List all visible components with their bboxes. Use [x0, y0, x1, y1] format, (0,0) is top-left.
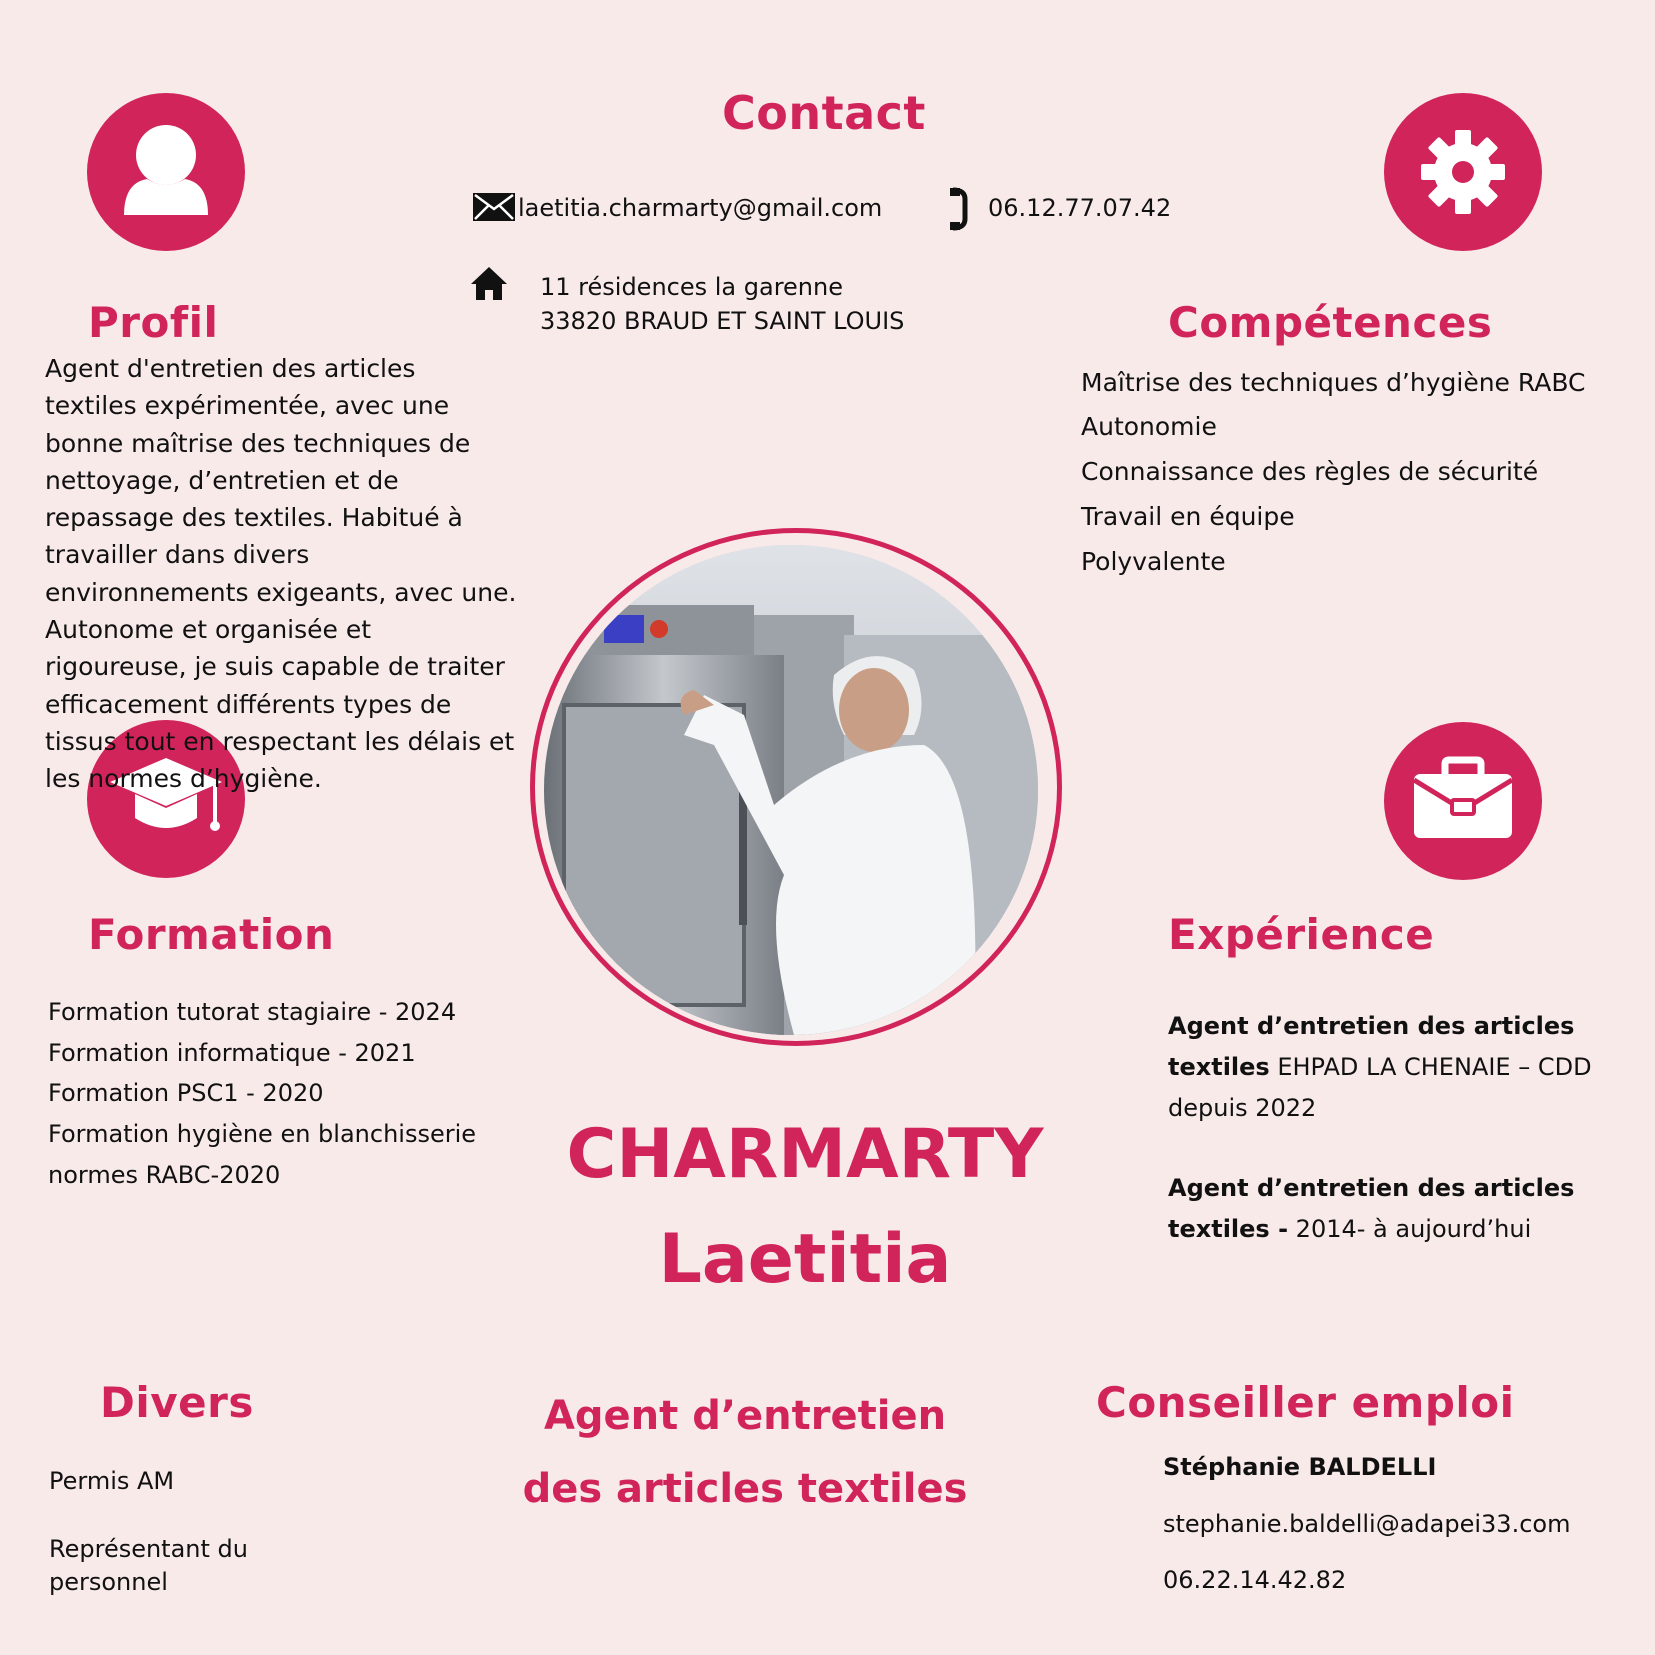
competence-item: Connaissance des règles de sécurité — [1081, 457, 1539, 486]
job2-title: Agent d’entretien des articles — [1168, 1174, 1575, 1202]
job1-detail — [1168, 1053, 1592, 1081]
job2-dates: 2014- à aujourd’hui — [1288, 1215, 1532, 1243]
profil-line: Agent d'entretien des articles — [45, 354, 416, 383]
formation-item: Formation PSC1 - 2020 — [48, 1079, 324, 1107]
conseiller-phone[interactable]: 06.22.14.42.82 — [1163, 1566, 1347, 1594]
contact-heading: Contact — [722, 86, 926, 140]
envelope-icon — [472, 192, 516, 222]
divers-item: Permis AM — [49, 1467, 175, 1495]
divers-heading: Divers — [100, 1378, 254, 1427]
briefcase-icon — [1384, 722, 1542, 880]
profil-line: rigoureuse, je suis capable de traiter — [45, 652, 505, 682]
competences-heading: Compétences — [1168, 298, 1493, 347]
formation-item: Formation hygiène en blanchisserie — [48, 1120, 477, 1148]
job1-title: Agent d’entretien des articles — [1168, 1012, 1575, 1040]
job1-since: depuis 2022 — [1168, 1094, 1317, 1122]
formation-heading: Formation — [88, 910, 335, 959]
formation-item: Formation tutorat stagiaire - 2024 — [48, 998, 457, 1026]
address-line-2: 33820 BRAUD ET SAINT LOUIS — [540, 307, 905, 335]
job2-detail — [1168, 1215, 1531, 1243]
divers-item: Représentant du — [49, 1535, 248, 1563]
profil-heading: Profil — [88, 298, 219, 347]
competence-item: Autonomie — [1081, 412, 1217, 441]
gear-icon — [1384, 93, 1542, 251]
profil-line: repassage des textiles. Habitué à — [45, 503, 463, 533]
home-icon — [470, 265, 508, 301]
profil-line: tissus tout en respectant les délais et — [45, 726, 515, 756]
competence-item: Travail en équipe — [1081, 502, 1295, 531]
job1-employer: EHPAD LA CHENAIE – CDD — [1269, 1053, 1592, 1081]
competence-item: Polyvalente — [1081, 547, 1226, 576]
profil-line: nettoyage, d’entretien et de — [45, 465, 399, 495]
divers-item: personnel — [49, 1568, 168, 1596]
conseiller-heading: Conseiller emploi — [1096, 1378, 1515, 1427]
profil-line: les normes d’hygiène. — [45, 764, 322, 794]
profil-line: bonne maîtrise des techniques de — [45, 428, 471, 458]
contact-email[interactable]: laetitia.charmarty@gmail.com — [518, 194, 883, 222]
last-name: CHARMARTY — [566, 1115, 1044, 1194]
contact-phone[interactable]: 06.12.77.07.42 — [988, 194, 1172, 222]
competence-item: Maîtrise des techniques d’hygiène RABC — [1081, 368, 1586, 397]
job1-title-cont: textiles — [1168, 1053, 1270, 1081]
phone-icon — [949, 187, 971, 231]
profil-line: efficacement différents types de — [45, 689, 452, 719]
formation-item: normes RABC-2020 — [48, 1161, 281, 1189]
profile-photo — [544, 545, 1038, 1035]
conseiller-name: Stéphanie BALDELLI — [1163, 1453, 1437, 1481]
job-title-line-2: des articles textiles — [522, 1466, 968, 1512]
profil-line: textiles expérimentée, avec une — [45, 391, 450, 421]
profil-text — [45, 350, 515, 798]
address-line-1: 11 résidences la garenne — [540, 273, 843, 301]
experience-heading: Expérience — [1168, 910, 1435, 959]
user-icon — [87, 93, 245, 251]
profil-line: environnements exigeants, avec une. — [45, 577, 517, 607]
job2-title-cont: textiles - — [1168, 1215, 1289, 1243]
profil-line: Autonome et organisée et — [45, 615, 372, 645]
job-title-line-1: Agent d’entretien — [543, 1393, 947, 1439]
formation-item: Formation informatique - 2021 — [48, 1039, 416, 1067]
conseiller-email[interactable]: stephanie.baldelli@adapei33.com — [1163, 1510, 1571, 1538]
first-name: Laetitia — [658, 1220, 952, 1299]
profil-line: travailler dans divers — [45, 540, 310, 570]
